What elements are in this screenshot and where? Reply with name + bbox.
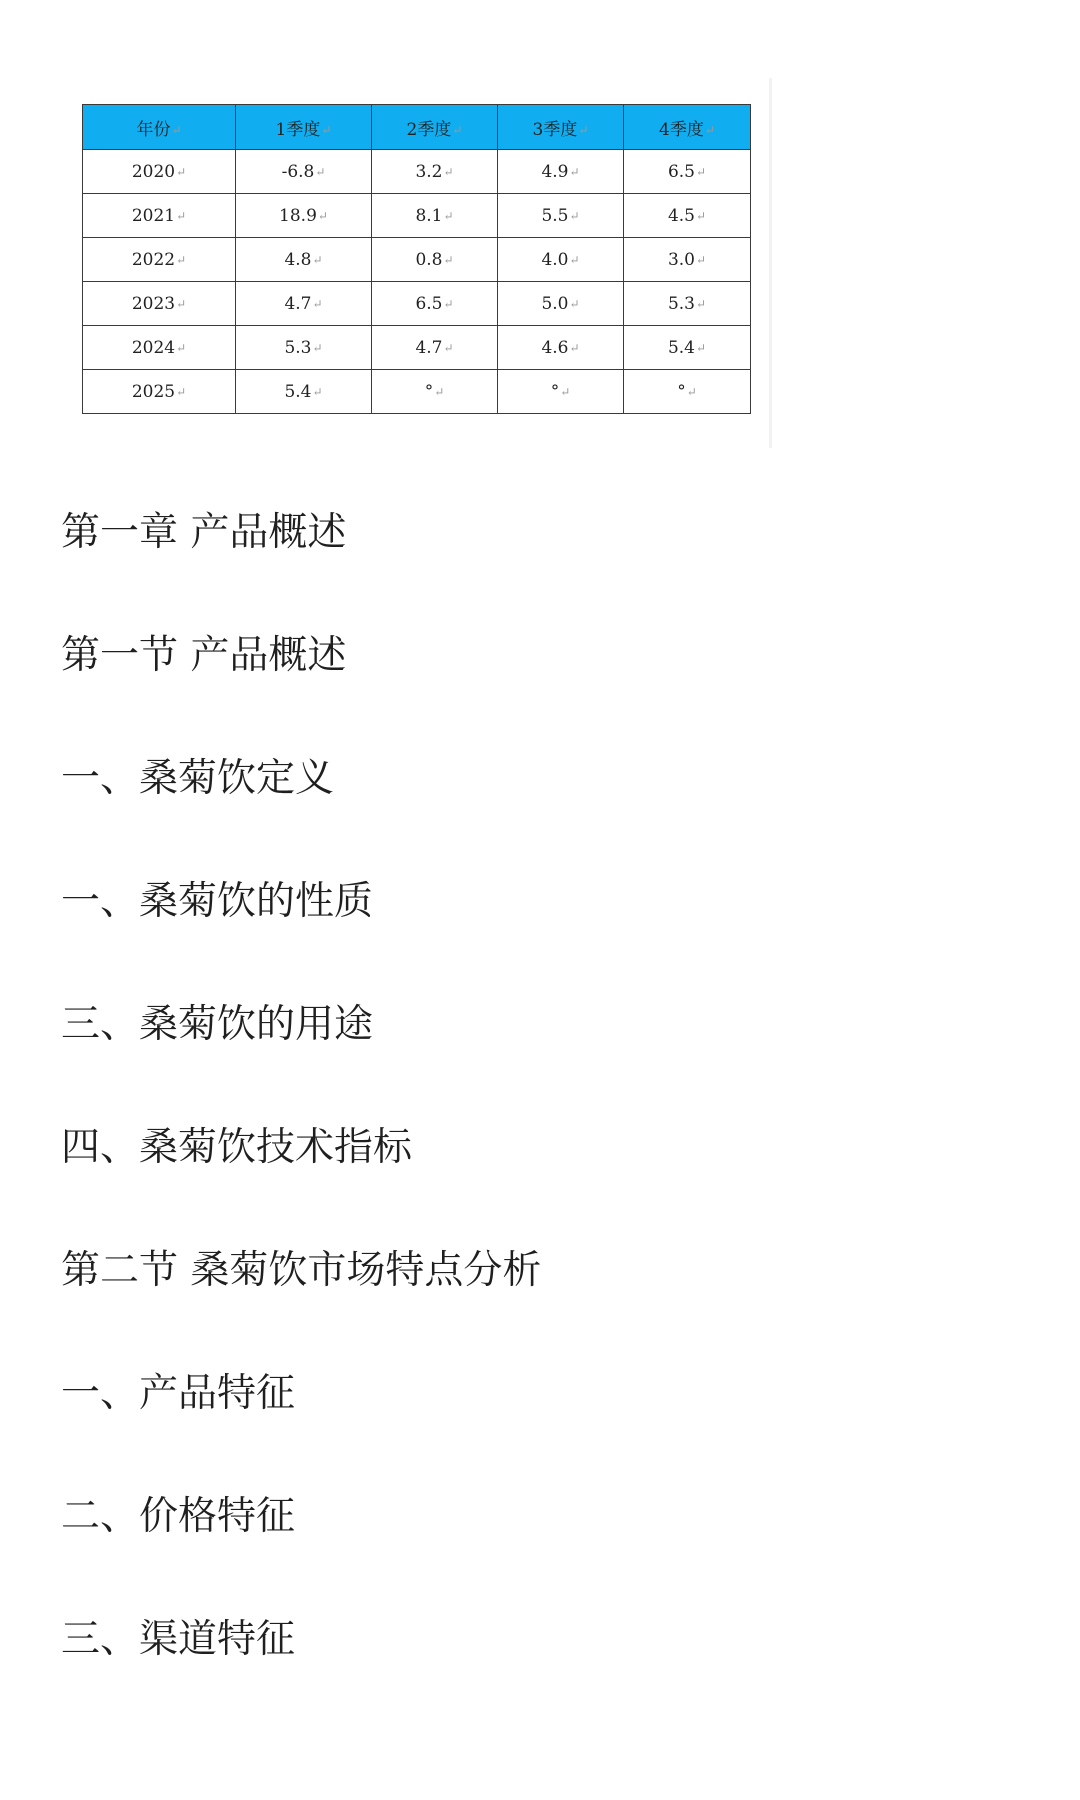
table-cell: 2025↵ (83, 370, 236, 414)
header-q3: 3季度↵ (498, 105, 624, 150)
table-cell: 6.5↵ (624, 150, 751, 194)
table-cell: 18.9↵ (236, 194, 372, 238)
table-cell: 4.6↵ (498, 326, 624, 370)
table-row (83, 194, 751, 238)
table-row (83, 326, 751, 370)
subsection-heading: 四、桑菊饮技术指标 (61, 1125, 413, 1170)
table-cell: 2024↵ (83, 326, 236, 370)
table-cell: 2023↵ (83, 282, 236, 326)
header-q1: 1季度↵ (236, 105, 372, 150)
gdp-table-image (82, 104, 750, 414)
table-cell: 5.0↵ (498, 282, 624, 326)
table-cell: 4.7↵ (372, 326, 498, 370)
subsection-heading: 二、价格特征 (61, 1494, 296, 1539)
table-cell: 5.4↵ (236, 370, 372, 414)
subsection-heading: 一、桑菊饮定义 (61, 756, 335, 801)
table-cell: °↵ (372, 370, 498, 414)
table-cell: 5.5↵ (498, 194, 624, 238)
table-header-row (83, 105, 751, 150)
table-cell: 4.5↵ (624, 194, 751, 238)
header-year: 年份↵ (83, 105, 236, 150)
table-row (83, 282, 751, 326)
table-cell: -6.8↵ (236, 150, 372, 194)
section-heading: 第二节 桑菊饮市场特点分析 (61, 1248, 542, 1293)
table-cell: °↵ (498, 370, 624, 414)
table-cell: 4.7↵ (236, 282, 372, 326)
table-cell: 5.3↵ (624, 282, 751, 326)
table-cell: 2022↵ (83, 238, 236, 282)
table-cell: 2021↵ (83, 194, 236, 238)
table-cell: °↵ (624, 370, 751, 414)
subsection-heading: 一、桑菊饮的性质 (61, 879, 374, 924)
header-q4: 4季度↵ (624, 105, 751, 150)
table-cell: 3.2↵ (372, 150, 498, 194)
table-cell: 4.9↵ (498, 150, 624, 194)
table-cell: 3.0↵ (624, 238, 751, 282)
table-row (83, 238, 751, 282)
table-cell: 4.8↵ (236, 238, 372, 282)
section-heading: 第一节 产品概述 (61, 633, 347, 678)
quarterly-table (82, 104, 751, 414)
table-row (83, 150, 751, 194)
chapter-heading: 第一章 产品概述 (61, 510, 347, 555)
table-cell: 2020↵ (83, 150, 236, 194)
table-cell: 5.3↵ (236, 326, 372, 370)
subsection-heading: 三、桑菊饮的用途 (61, 1002, 374, 1047)
subsection-heading: 一、产品特征 (61, 1371, 296, 1416)
table-cell: 5.4↵ (624, 326, 751, 370)
table-cell: 4.0↵ (498, 238, 624, 282)
subsection-heading: 三、渠道特征 (61, 1617, 296, 1662)
table-cell: 0.8↵ (372, 238, 498, 282)
table-row (83, 370, 751, 414)
table-cell: 6.5↵ (372, 282, 498, 326)
table-cell: 8.1↵ (372, 194, 498, 238)
header-q2: 2季度↵ (372, 105, 498, 150)
